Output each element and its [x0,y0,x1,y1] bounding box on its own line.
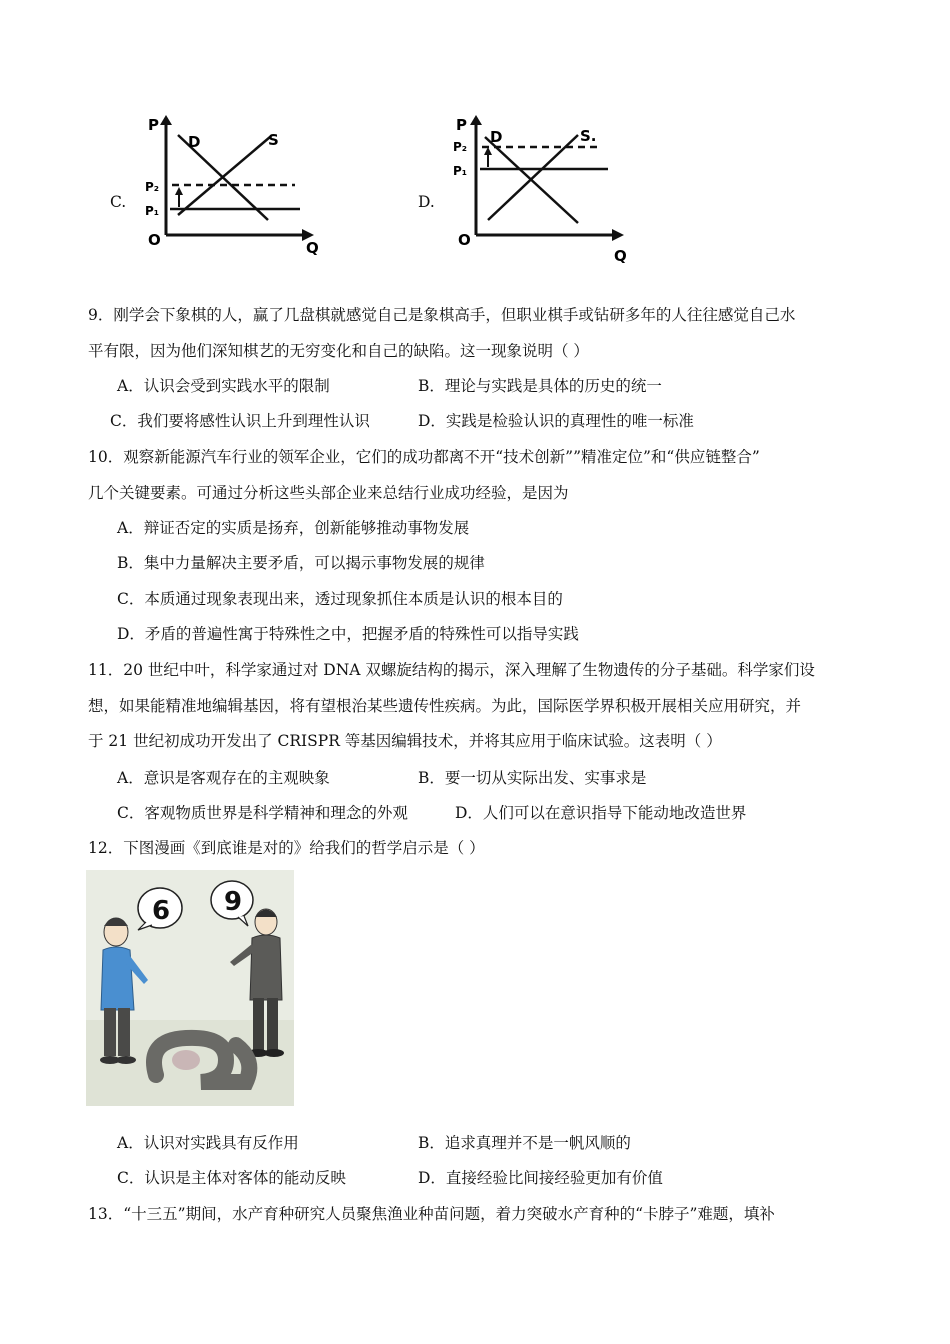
q13-stem-1: 13．“十三五”期间，水产育种研究人员聚焦渔业种苗问题，着力突破水产育种的“卡脖子”难题，填补 [88,1205,775,1223]
axis-q-label: Q [306,239,319,257]
q9-option-d[interactable]: D．实践是检验认识的真理性的唯一标准 [418,412,694,430]
q11-stem-1: 11．20 世纪中叶，科学家通过对 DNA 双螺旋结构的揭示，深入理解了生物遗传的分子基础。科学家们设 [88,661,815,679]
q11-stem-2: 想，如果能精准地编辑基因，将有望根治某些遗传性疾病。为此，国际医学界积极开展相关应用研究，并 [88,697,802,715]
origin-label: O [458,231,471,249]
supply-label: S. [580,127,597,145]
q11-option-b[interactable]: B．要一切从实际出发、实事求是 [418,769,647,787]
axis-p-label: P [456,116,467,134]
cartoon-image [86,870,294,1106]
demand-label: D [188,133,201,151]
q12-option-c[interactable]: C．认识是主体对客体的能动反映 [117,1169,346,1187]
q9-option-a[interactable]: A．认识会受到实践水平的限制 [117,377,330,395]
q10-stem-2: 几个关键要素。可通过分析这些头部企业来总结行业成功经验，是因为 [88,484,569,502]
arrow-head [175,187,183,195]
graph-d-label: D. [418,193,435,211]
p1-label: P₁ [145,204,160,218]
axis-p-label: P [148,116,159,134]
q-axis-arrow [612,229,624,241]
axis-q-label: Q [614,247,627,265]
graph-d [450,115,640,265]
q10-option-b[interactable]: B．集中力量解决主要矛盾，可以揭示事物发展的规律 [117,554,485,572]
left-bubble-number: 6 [152,896,171,926]
p-axis-arrow [470,115,482,125]
p2-label: P₂ [453,140,468,154]
q9-stem-1: 9．刚学会下象棋的人，赢了几盘棋就感觉自己是象棋高手，但职业棋手或钻研多年的人往往感觉自己水 [88,306,796,324]
q9-option-c[interactable]: C．我们要将感性认识上升到理性认识 [110,412,370,430]
graph-c [140,115,330,265]
q12-option-a[interactable]: A．认识对实践具有反作用 [117,1134,299,1152]
p2-label: P₂ [145,180,160,194]
p1-label: P₁ [453,164,468,178]
p-axis-arrow [160,115,172,125]
q10-option-d[interactable]: D．矛盾的普遍性寓于特殊性之中，把握矛盾的特殊性可以指导实践 [117,625,579,643]
q11-stem-3: 于 21 世纪初成功开发出了 CRISPR 等基因编辑技术，并将其应用于临床试验。这表明（ ） [88,732,722,750]
q12-stem: 12．下图漫画《到底谁是对的》给我们的哲学启示是（ ） [88,839,485,857]
q11-option-d[interactable]: D．人们可以在意识指导下能动地改造世界 [455,804,747,822]
q10-option-c[interactable]: C．本质通过现象表现出来，透过现象抓住本质是认识的根本目的 [117,590,563,608]
supply-label: S [268,131,279,149]
q11-option-a[interactable]: A．意识是客观存在的主观映象 [117,769,330,787]
q10-stem-1: 10．观察新能源汽车行业的领军企业，它们的成功都离不开“技术创新””精准定位”和“供应链整合” [88,448,760,466]
graph-c-label: C. [110,193,127,211]
right-bubble-number: 9 [224,887,243,917]
q12-option-b[interactable]: B．追求真理并不是一帆风顺的 [418,1134,631,1152]
demand-label: D [490,128,503,146]
q10-option-a[interactable]: A．辩证否定的实质是扬弃，创新能够推动事物发展 [117,519,470,537]
q12-option-d[interactable]: D．直接经验比间接经验更加有价值 [418,1169,663,1187]
q9-option-b[interactable]: B．理论与实践是具体的历史的统一 [418,377,662,395]
q11-option-c[interactable]: C．客观物质世界是科学精神和理念的外观 [117,804,408,822]
origin-label: O [148,231,161,249]
q9-stem-2: 平有限，因为他们深知棋艺的无穷变化和自己的缺陷。这一现象说明（ ） [88,342,589,360]
